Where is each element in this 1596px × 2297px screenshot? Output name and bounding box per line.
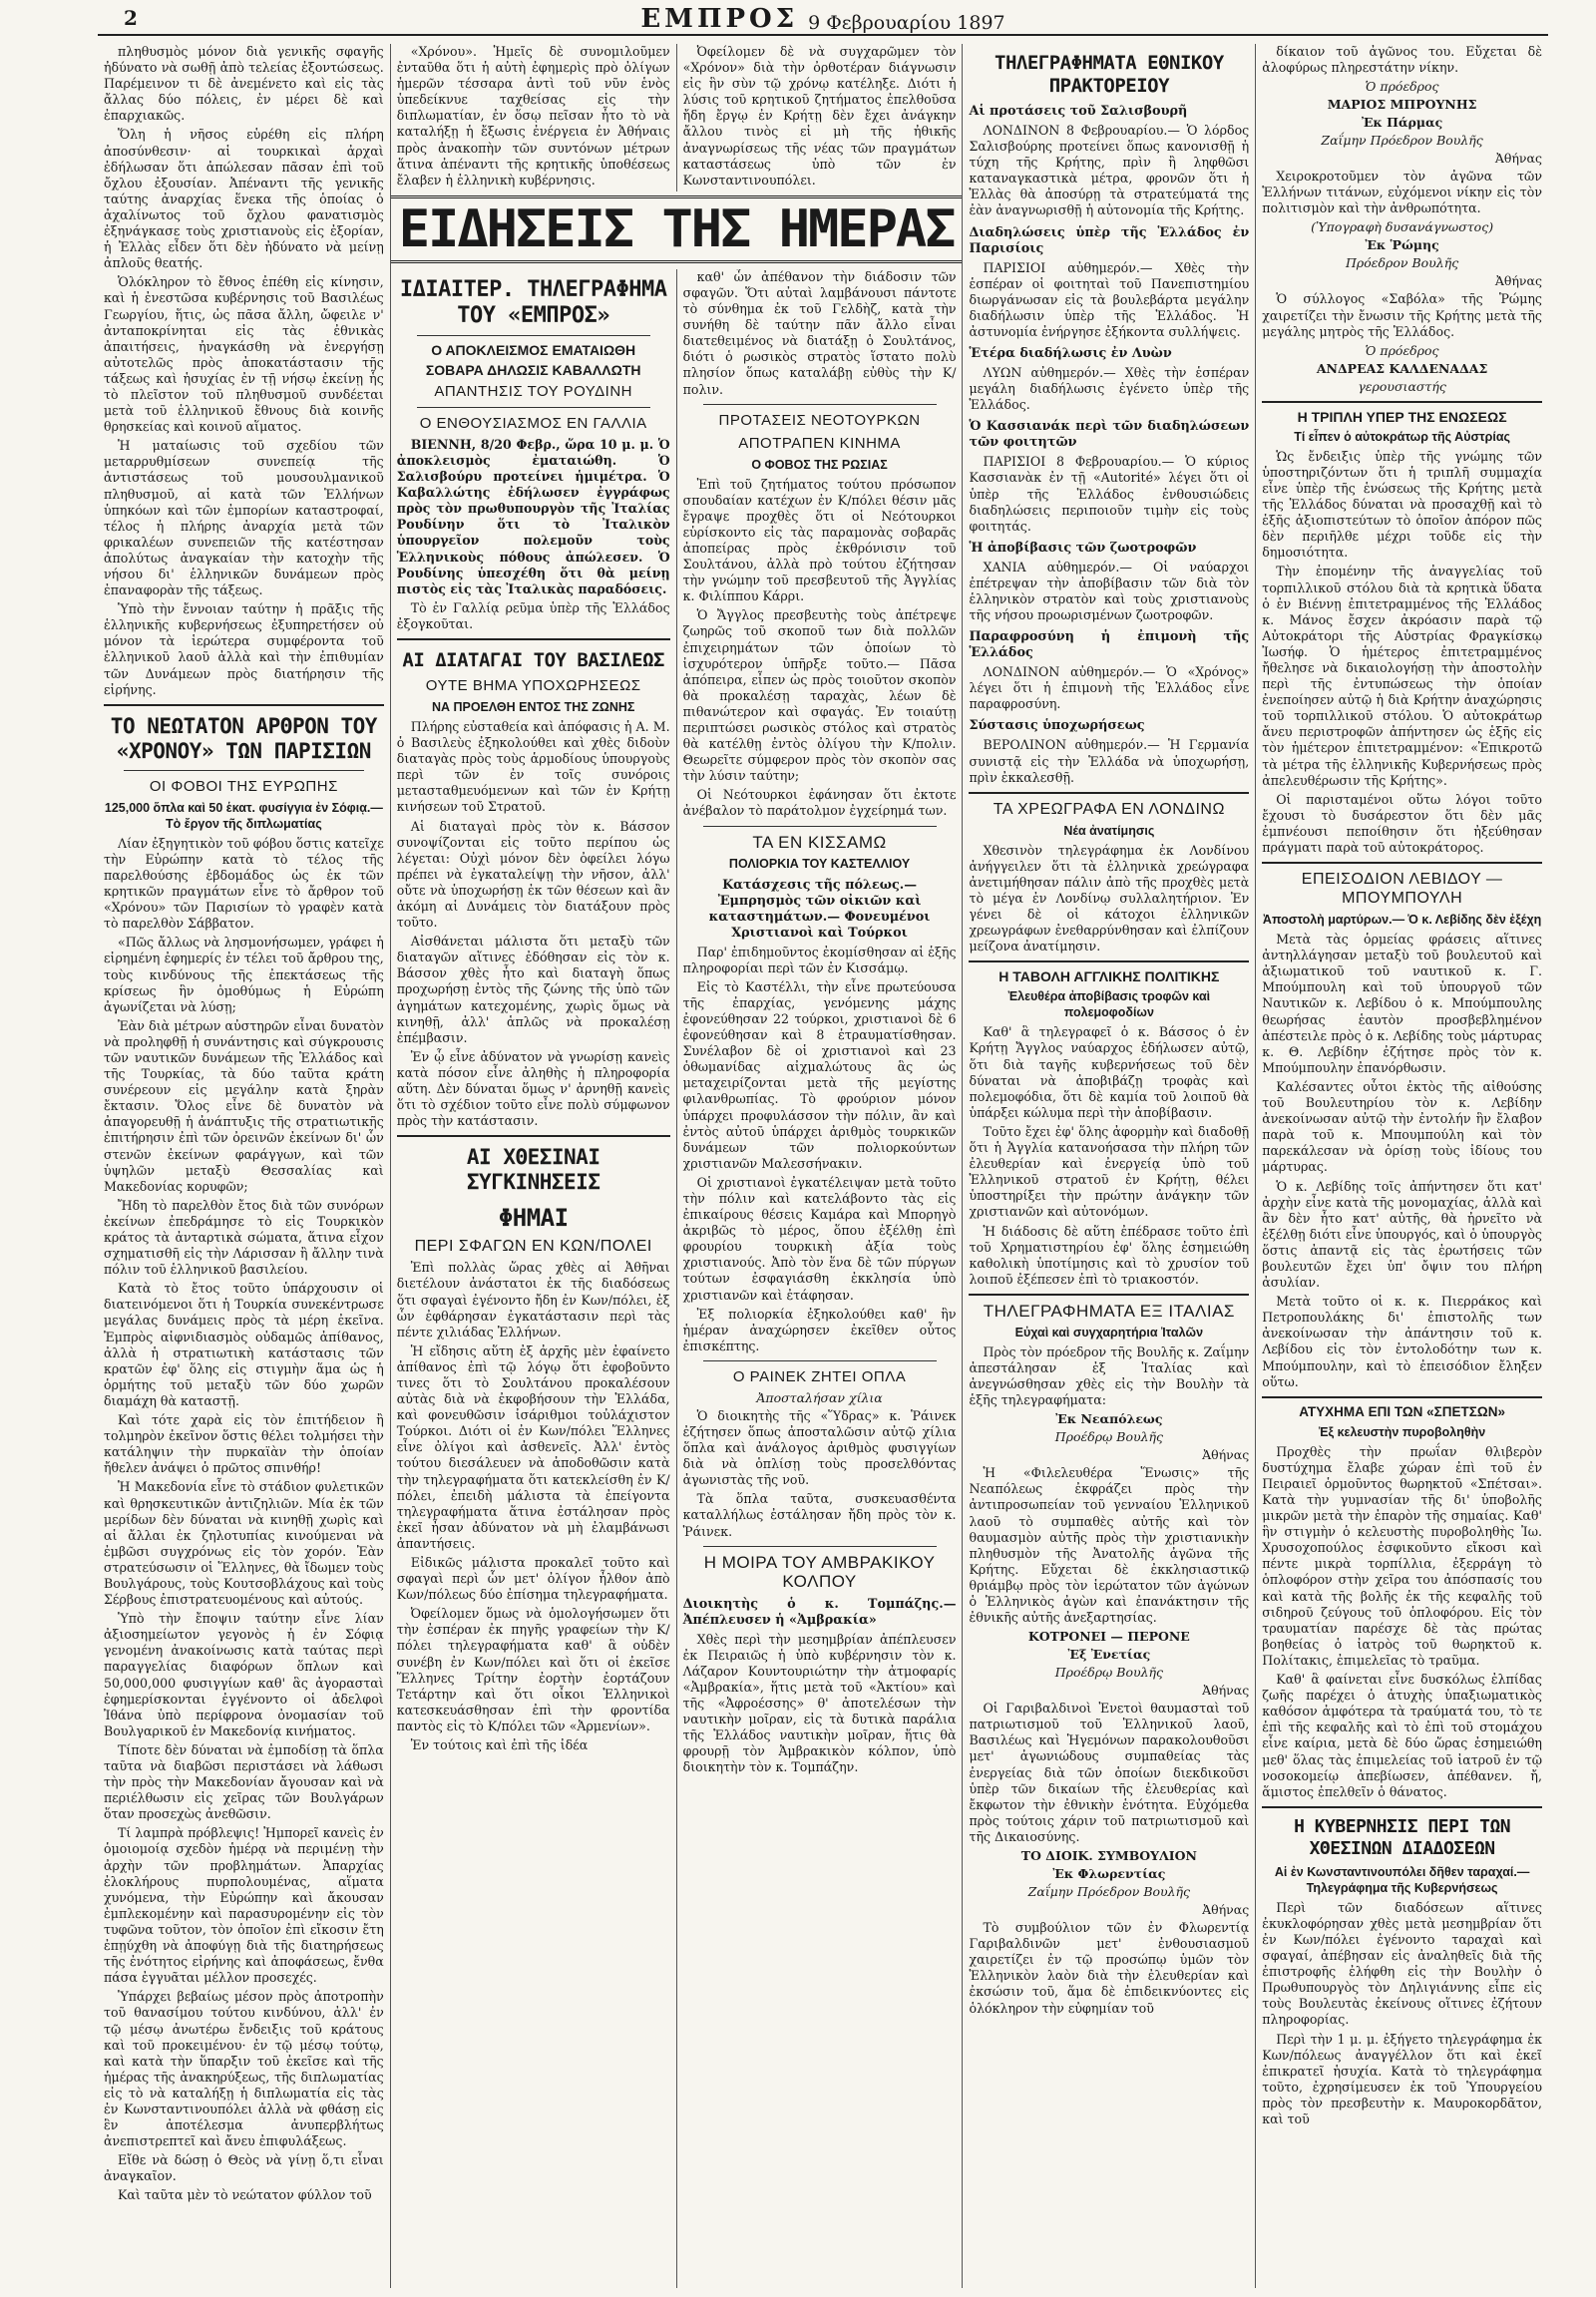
paragraph: Ὀφείλομεν ὅμως νὰ ὁμολογήσωμεν ὅτι τὴν ἐσπέραν ἐκ πηγῆς γραφείων τὴν Κ/πόλει τηλεγραφήματα καθ' ἃ οὐδὲν συνέβη ἐν Κων/πόλει καὶ ὅτι οἱ ἐκεῖσε Ἕλληνες Τρίτην ἐορτὴν ἐορτάζουν Τετάρτην καὶ ὅτι οἶκοι Ἑλληνικοὶ κατεσκευάσθησαν ἐπὶ τὴν φροντίδα παντὸς εἰς τὸ Κ/πόλει τῶν «Ἀρμενίων».	[396, 1606, 670, 1733]
paragraph: Παρ' ἐπιδημοῦντος ἐκομίσθησαν αἱ ἑξῆς πληροφορίαι περὶ τῶν ἐν Κισσάμῳ.	[682, 944, 957, 975]
subheadline: Παραφροσύνη ἡ ἐπιμονὴ τῆς Ἑλλάδος	[969, 629, 1250, 661]
paragraph: Ὁ κ. Λεβίδης τοῖς ἀπήντησεν ὅτι κατ' ἀρχὴν εἶνε κατὰ τῆς μονομαχίας, ἀλλὰ καὶ ἂν δὲν ἦτο κατ' αὐτῆς, θὰ ἠρνεῖτο νὰ ἐξέλθῃ διότι εἶνε ὑπουργός, καὶ ὁ ὑπουργὸς ὅστις ἀπαντᾷ εἰς τὰς ἐρωτήσεις τῶν βουλευτῶν ἔχει ὑπ' ὄψιν του πλήρη ἀσυλίαν.	[1262, 1178, 1542, 1291]
paragraph: Χειροκροτοῦμεν τὸν ἀγῶνα τῶν Ἑλλήνων τιτάνων, εὐχόμενοι νίκην εἰς τὸν πολιτισμὸν καὶ τὴν ἀνθρωπότητα.	[1262, 169, 1542, 216]
headline-massacres: ΠΕΡΙ ΣΦΑΓΩΝ ΕΝ ΚΩΝ/ΠΟΛΕΙ	[414, 1238, 652, 1256]
column-3-top	[677, 44, 963, 191]
paragraph: Καθ' ἃ φαίνεται εἶνε δυσκόλως ἐλπίδας ζωῆς παρέχει ὁ ἀτυχὴς ὑπαξιωματικὸς καθόσον ἀμφότερα τὰ τραύματά του, τὸ τε ἐπὶ τῆς κεφαλῆς καὶ τὸ ἐπὶ τοῦ στομάχου εἶνε καίρια, μετὰ δὲ δύο ὥρας ἐσημειώθη μεθ' ὅλας τὰς ἐπιμελείας τοῦ ἰατροῦ ἐν τῷ νοσοκομείῳ ἀπεβίωσεν, ἀπέθανεν. ἤ, ἅμιστος ἐπελθεῖν ὁ θάνατος.	[1262, 1672, 1542, 1799]
signature: Ἀθήνας	[1202, 1447, 1250, 1463]
headline-reply: ΑΠΑΝΤΗΣΙΣ ΤΟΥ ΡΟΥΔΙΝΗ	[434, 382, 633, 400]
column-2-top	[391, 44, 677, 191]
subheadline: Ἡ ἀποβίβασις τῶν ζωοτροφῶν	[969, 540, 1197, 556]
column-4	[963, 44, 1256, 2288]
divider	[1262, 401, 1542, 403]
paragraph: Οἱ Γαριβαλδινοὶ Ἐνετοὶ θαυμασταὶ τοῦ πατριωτισμοῦ τοῦ Ἑλληνικοῦ λαοῦ, Βασιλέως καὶ Ἡγεμόνων παρακολουθοῦσι μετ' ἀγωνιώδους συμπαθείας τὰς ἐνεργείας διὰ τῶν ὁποίων διεκδικοῦσι ὑπὲρ τῶν δικαίων τῆς ἐλευθερίας καὶ ἔκφωτον τὴν ἐθνικὴν ἑνότητα. Εὐχόμεθα πρὸς τούτοις χάριν τοῦ πατριωτισμοῦ καὶ τῆς Δικαιοσύνης.	[969, 1701, 1250, 1844]
signature: Ζαΐμην Πρόεδρον Βουλῆς	[1027, 1884, 1191, 1900]
subheadline: Ἀποστολὴ μαρτύρων.— Ὁ κ. Λεβίδης δὲν ἐξέχη	[1262, 913, 1542, 928]
paragraph: Καὶ τότε χαρὰ εἰς τὸν ἐπιτήδειον ἢ τολμηρὸν ἐκεῖνον ὅστις θέλει τολμήσει τὴν κατάληψιν τὴν πυρκαϊὰν τὴν ὁποίαν ἤθελεν ἀνάψει ὁ πρῶτος σπινθήρ!	[104, 1412, 384, 1476]
divider	[417, 335, 650, 336]
signature: Ἐκ Ῥώμης	[1365, 237, 1439, 253]
paragraph: Τοῦτο ἔχει ἐφ' ὅλης ἀφορμὴν καὶ διαδοθῇ ὅτι ἡ Ἀγγλία κατανοήσασα τὴν πλήρη τῶν ἐλευθερίαν καὶ ἐνεργείᾳ ὑπὸ τοῦ Ἑλληνικοῦ στρατοῦ ἐν Κρήτῃ, θέλει ὑποστηρίξει τὴν πρώτην ἀνάγκην τῶν χριστιανῶν καὶ αὐτονόμων.	[969, 1123, 1250, 1220]
signature: Ἐκ Πάρμας	[1361, 115, 1443, 131]
paragraph: ΛΟΝΔΙΝΟΝ 8 Φεβρουαρίου.— Ὁ λόρδος Σαλισβούρης προτείνει ὅπως κανονισθῇ ἡ τύχη τῆς Κρήτης, πρὶν ἢ ληφθῶσι καταναγκαστικὰ μέτρα, φρονῶν ὅτι ἡ Ἑλλὰς θὰ ἀποσύρῃ τὰ στρατεύματά της ἐὰν ἀναγνωρισθῇ ἡ αὐτονομία τῆς Κρήτης.	[969, 123, 1250, 218]
paragraph: Τί λαμπρὰ πρόβλεψις! Ἠμπορεῖ κανεὶς ἐν ὁμοιομοίᾳ σχεδὸν ἡμέρᾳ νὰ περιμένῃ τὴν ἀρχὴν τῶν προβλημάτων. Ἀπαρχίας ἐλοκλήρους πυρπολουμένας, αἵματα χυνόμενα, τὴν Εὐρώπην καὶ ἄκουσαν ἐμπλεκομένην καὶ παρασυρομένην εἰς τὸν τυφῶνα τοῦτον, τὸν ὁποῖον ἐπὶ εἴκοσιν ἔτη ἐπῃύχθη νὰ ἀποφύγῃ διὰ τῆς διατηρήσεως τῆς ἐνότητος εἰρήνης καὶ ἀποφάσεως, ἔνθα πάσα ἐγγυᾶται μέλλον προσεχές.	[104, 1825, 384, 1986]
paragraph: Εἴθε νὰ δώσῃ ὁ Θεὸς νὰ γίνῃ ὅ,τι εἶναι ἀναγκαῖον.	[104, 2152, 384, 2184]
column-1	[98, 44, 391, 2288]
subheadline-sent: Ἀποσταλήσαν χίλια	[756, 1389, 883, 1405]
paragraph: Ἐὰν διὰ μέτρων αὐστηρῶν εἶναι δυνατὸν νὰ προληφθῇ ἡ συνάντησις καὶ σύγκρουσις τῶν ναυτικῶν δυνάμεων τῆς Ἑλλάδος καὶ τῆς Τουρκίας, τὰ δύο ταῦτα κράτη συνέρεουν εἰς μεγάλην κατὰ ξηρὰν ἔκτασιν. Ὅλος εἶνε δὲ δυνατὸν νὰ ἀπαγορευθῇ ἡ ἀνάπτυξις τῆς στρατιωτικῆς ἐπιτήρησιν ἐπὶ τῶν ὀρεινῶν ἐκείνων δι' ὧν στενῶν ἐκείνων φαράγγων, καὶ τῶν ὑψηλῶν μεταξὺ Θεσσαλίας καὶ Μακεδονίας κορυφῶν;	[104, 1017, 384, 1194]
signature: Ἀθήνας	[1494, 273, 1542, 289]
divider	[417, 407, 650, 408]
subheadline: Ἐλευθέρα ἀποβίβασις τροφῶν καὶ πολεμοφοδίων	[1007, 989, 1211, 1020]
divider	[397, 638, 670, 640]
subheadline-seizure: Κατάσχεσις τῆς πόλεως.— Ἐμπρησμὸς τῶν οἰκιῶν καὶ καταστημάτων.— Φονευμένοι Χριστιανοὶ καὶ Τούρκοι	[708, 877, 931, 941]
subheadline: Ἐξ κελευστὴν πυροβοληθὴν	[1318, 1424, 1486, 1439]
paragraph: ΠΑΡΙΣΙΟΙ 8 Φεβρουαρίου.— Ὁ κύριος Κασσιανὰκ ἐν τῇ «Autorité» λέγει ὅτι οἱ ὑπὲρ τῆς Ἑλλάδος ἐνθουσιώδεις διαδηλώσεις περιποιοῦν τιμὴν εἰς τοὺς φοιτητάς.	[969, 454, 1250, 534]
headline-zone: ΝΑ ΠΡΟΕΛΘΗ ΕΝΤΟΣ ΤΗΣ ΖΩΝΗΣ	[431, 699, 635, 714]
paragraph: Περὶ τὴν 1 μ. μ. ἐξήγετο τηλεγράφημα ἐκ Κων/πόλεως ἀναγγέλλον ὅτι καὶ ἐκεῖ ἐπικρατεῖ ἡσυχία. Κατὰ τὸ τηλεγράφημα τοῦτο, ἐχρησίμευσεν ἐκ τοῦ Ὑπουργείου πρὸς τὸν πρεσβευτὴν κ. Μαυροκορδᾶτον, καὶ τοῦ	[1262, 2031, 1542, 2126]
subheadline: Ὁ Κασσιανάκ περὶ τῶν διαδηλώσεων τῶν φοιτητῶν	[969, 419, 1250, 451]
headline-english-policy: Η ΤΑΒΟΛΗ ΑΓΓΛΙΚΗΣ ΠΟΛΙΤΙΚΗΣ	[998, 968, 1220, 985]
headline-kissamos: ΤΑ ΕΝ ΚΙΣΣΑΜΩ	[752, 832, 887, 852]
paragraph: Οἱ παρισταμένοι οὕτω λόγοι τοῦτο ἔχουσι τὸ δυσάρεστον ὅτι δὲν μᾶς ἐμπνέουσι πεποίθησιν ὅτι ἠξεύθησαν πράγματι παρὰ τοῦ αὐτοκράτορος.	[1262, 791, 1542, 855]
signature: Προέδρῳ Βουλῆς	[1054, 1429, 1163, 1445]
paragraph: Τὸ συμβούλιον τῶν ἐν Φλωρεντίᾳ Γαριβαλδινῶν μετ' ἐνθουσιασμοῦ χαιρετίζει ἐν τῷ προσώπῳ ὑμῶν τὸν Ἑλληνικὸν λαὸν διὰ τὴν ἐλευθερίαν καὶ ἐκσώσιν τοῦ, ἅμα δὲ ἐπιδεικνύοντες εἰς ὁλόκληρον τὴν εὐφημίαν τοῦ	[969, 1920, 1250, 2016]
signature: Πρόεδρον Βουλῆς	[1346, 255, 1459, 271]
paragraph: Ἐπὶ τοῦ ζητήματος τούτου πρόσωπον σπουδαίαν κατέχων ἐν Κ/πόλει θέσιν μᾶς ἔγραψε προχθὲς ὅτι οἱ Νεότουρκοι εὑρίσκοντο εἰς τὰς παραμονὰς σοβαρᾶς ἀποπείρας πρὸς ἐκθρόνισιν τοῦ Σουλτάνου, ἀλλὰ πρὸ τούτου ἐζήτησαν τὴν γνώμην τοῦ πρεσβευτοῦ τῆς Ἀγγλίας κ. Φιλίππου Κάρρι.	[682, 476, 957, 604]
paragraph: Ἡ Μακεδονία εἶνε τὸ στάδιον φυλετικῶν καὶ θρησκευτικῶν ἀντιζηλιῶν. Μία ἐκ τῶν μερίδων δὲν δύναται νὰ κινηθῇ χωρὶς καὶ αἱ ἄλλαι ἐκ ζηλοτυπίας κινούμεναι νὰ ἐμβῶσι συγχρόνως εἰς τὸν χορόν. Ἐὰν στρατεύσωσιν οἱ Ἕλληνες, θὰ ἴδωμεν τοὺς Βουλγάρους, τοὺς Κουτσοβλάχους καὶ τοὺς Σέρβους ἐπιστρατευομένους καὶ αὐτούς.	[104, 1479, 384, 1608]
paragraph: Προχθὲς τὴν πρωΐαν θλιβερὸν δυστύχημα ἔλαβε χώραν ἐπὶ τοῦ ἐν Πειραιεῖ ὁρμοῦντος θωρηκτοῦ «Σπέτσαι». Κατὰ τὴν γυμνασίαν τῆς δι' ὑποβολῆς μικρῶν μετὰ τὴν ἐπαρὸν τῆς σημαίας. Καθ' ἣν στιγμὴν ὁ κελευστὴς πυροβοληθὴς Ἰω. Χρυσοχοπούλος ἐσφικοῦντο εἴκοσι καὶ πέντε μικρὰ τορπίλλια, ἐξερράγη τὸ ὁπλοφόρον στὴν χεῖρα του ἀπόσπασίς του καὶ κατὰ τῆς βολῆς ἐκ τῆς κεφαλῆς τοῦ σιδηροῦ ζεύγους τοῦ ὁπλοφόρου. Εἰς τὸν τραυματίαν παρέσχε δὲ τὰς πρώτας βοηθείας ὁ ἰατρὸς τοῦ θωρηκτοῦ κ. Πολίτακις, ἐπιμελεῖας τὸ τραῦμα.	[1262, 1443, 1542, 1668]
paragraph: Εἰδικῶς μάλιστα προκαλεῖ τοῦτο καὶ σφαγαὶ περὶ ὧν μετ' ὀλίγον ἦλθον ἀπὸ Κων/πόλεως δύο ἐπίσημα τηλεγραφήματα.	[396, 1555, 670, 1603]
divider	[1262, 1806, 1542, 1808]
headline-russia-fear: Ο ΦΟΒΟΣ ΤΗΣ ΡΩΣΙΑΣ	[751, 457, 888, 472]
columns-2-3-body	[391, 269, 963, 2288]
paragraph: δίκαιον τοῦ ἀγῶνος του. Εὔχεται δὲ ἀλοφύρως πληρεστάτην νίκην.	[1262, 44, 1542, 76]
headline-averted: ΑΠΟΤΡΑΠΕΝ ΚΙΝΗΜΑ	[738, 434, 901, 452]
subheadline: Διαδηλώσεις ὑπὲρ τῆς Ἑλλάδος ἐν Παρισίοις	[969, 224, 1250, 256]
paragraph: Μετὰ τοῦτο οἱ κ. κ. Πιερράκος καὶ Πετροπουλάκης δι' ἐπιστολῆς των ἀνεκοίνωσαν τὴν ἀπάντησιν τοῦ κ. Λεβίδου εἰς τὸν ἐντολοδότην των κ. Μπούμπουλην, καὶ τὸ ἐπεισόδιον ἔληξεν οὕτω.	[1262, 1294, 1542, 1389]
paragraph: Ἐν ᾧ εἶνε ἀδύνατον νὰ γνωρίσῃ κανεὶς κατὰ πόσον εἶνε ἀληθὴς ἡ πληροφορία αὕτη. Δὲν δύναται ὅμως ν' ἀρνηθῇ κανεὶς ὅτι τὸ σχέδιον τοῦτο εἶνε πολὺ σύμφωνον πρὸς τὴν κατάστασιν.	[396, 1048, 670, 1129]
headline-king-orders: ΑΙ ΔΙΑΤΑΓΑΙ ΤΟΥ ΒΑΣΙΛΕΩΣ	[402, 648, 664, 671]
paragraph: Ἐν τούτοις καὶ ἐπὶ τῆς ἰδέα	[410, 1737, 589, 1753]
paragraph: Μετὰ τὰς ὁρμείας φράσεις αἵτινες ἀντηλλάγησαν μεταξὺ τοῦ βουλευτοῦ καὶ ἀξιωματικοῦ τοῦ ναυτικοῦ κ. Γ. Μπούμπουλη καὶ τοῦ ὑπουργοῦ τῶν Ναυτικῶν κ. Λεβίδου ὁ κ. Μπούμπουλης θεωρήσας ἑαυτὸν προσβεβλημένον ἀπέστειλε πρὸς ὁ κ. Λεβίδης τοὺς μάρτυρας κ. Θ. Λεβίδην ἐζήτησε πρὸς τὸν κ. Μπούμπουλην ἐπανόρθωσιν.	[1262, 932, 1542, 1075]
headline-blockade: Ο ΑΠΟΚΛΕΙΣΜΟΣ ΕΜΑΤΑΙΩΘΗ	[431, 341, 636, 358]
banner-news-of-the-day: ΕΙΔΗΣΕΙΣ ΤΗΣ ΗΜΕΡΑΣ	[391, 195, 963, 263]
headline-national-agency: ΤΗΛΕΓΡΑΦΗΜΑΤΑ ΕΘΝΙΚΟΥ ΠΡΑΚΤΟΡΕΙΟΥ	[995, 52, 1224, 97]
divider	[703, 1546, 937, 1547]
divider	[1262, 1396, 1542, 1398]
subheadline: Ἑτέρα διαδήλωσις ἐν Λυὼν	[969, 346, 1172, 362]
paragraph: Ὑπὸ τὴν ἔννοιαν ταύτην ἡ πρᾶξις τῆς ἑλληνικῆς κυβερνήσεως ἐξυπηρετήσεν οὐ μόνον τὰ ἱερώτερα συμφέροντα τοῦ ἑλληνικοῦ λαοῦ ἀλλὰ καὶ τὴν ἐπιθυμίαν τῶν Δυνάμεων πρὸς διατήρησιν τῆς εἰρήνης.	[104, 601, 384, 697]
subheadline: Εὐχαὶ καὶ συγχαρητήρια Ἰταλῶν	[1014, 1325, 1204, 1340]
paragraph: Ὑπὸ τὴν ἔποψιν ταύτην εἶνε λίαν ἀξιοσημείωτον γεγονὸς ἡ ἐν Σόφιᾳ γενομένη ἀνακοίνωσις κατὰ ταύτας περὶ παραγγελίας διαφόρων ὅπλων καὶ 50,000,000 φυσιγγίων καθ' ἃς ἀγορασταὶ ἐφημερίσκονται ἐγγένοντο οἱ ἀδελφοὶ Ἰθάνα ὑπὸ περίφρονα ὀνομασίαν τοῦ Βουλγαρικοῦ ἐν Μακεδονίᾳ κινήματος.	[104, 1611, 384, 1738]
headline-no-retreat: ΟΥΤΕ ΒΗΜΑ ΥΠΟΧΩΡΗΣΕΩΣ	[425, 676, 641, 694]
headline-accident: ΑΤΥΧΗΜΑ ΕΠΙ ΤΩΝ «ΣΠΕΤΣΩΝ»	[1299, 1403, 1505, 1419]
paragraph: Οἱ χριστιανοὶ ἐγκατέλειψαν μετὰ τοῦτο τὴν πόλιν καὶ κατελάβοντο τὰς εἰς ἐπικαίρους θέσεις Καμάρα καὶ Μπορηγὸ ἀκριβῶς τὸ μέρος, ὅπου ἐξέλθῃ ἐπὶ φρουρίου τουρκικὴ ἀξία τοὺς χριστιανούς. Ἀπὸ τὸν ἕνα δὲ τῶν πύργων τούτων ἐσφαγιάσθη ἐκκλησία ὑπὸ χριστιανῶν καὶ ἐτάφησαν.	[682, 1174, 957, 1303]
paragraph: Πλήρης εὐσταθεία καὶ ἀπόφασις ἡ Α. Μ. ὁ Βασιλεὺς ἐξηκολούθει καὶ χθὲς διδοὺν διαταγὰς πρὸς τοὺς ἁρμοδίους ὑπουργοὺς περὶ τῶν ἐν τοῖς συνόροις μετασταθμευόμενων καὶ τῶν ἐν Κρήτῃ κινήσεων τοῦ Στρατοῦ.	[396, 718, 670, 815]
headline-reinek: Ο ΡΑΙΝΕΚ ΖΗΤΕΙ ΟΠΛΑ	[732, 1367, 907, 1385]
signature: Ὁ πρόεδρος	[1365, 79, 1439, 95]
paragraph: «Χρόνου». Ἡμεῖς δὲ συνομιλοῦμεν ἐνταῦθα ὅτι ἡ αὐτὴ ἐφημερὶς πρὸ ὀλίγων ἡμερῶν τέσσαρα ἀντὶ τοῦ νῦν ἑνὸς ὑπεδείκνυε ταχθείσας εἰς τὴν διπλωματίαν, ἐν ὅσῳ πεῖσαν ἦτο τὸ νὰ καταλήξῃ ἡ ἔξωσις ἐνέργεια ἐν Ἀθήναις πρὸς ἀνακοπὴν τῶν συντόνων μέτρων ἅτινα ἀπέναντι τῆς κρητικῆς ὑποθέσεως ἔλαβεν ἡ ἑλληνικὴ κυβέρνησις.	[396, 44, 670, 188]
paragraph: Ὅλη ἡ νῆσος εὑρέθη εἰς πλήρη ἀποσύνθεσιν· αἱ τουρκικαὶ ἀρχαὶ ἐδήλωσαν ὅτι ἀπώλεσαν πᾶσαν ἐπὶ τοῦ ὄχλου ἐξουσίαν. Ἀπέναντι τῆς γενικῆς ταύτης ἀναρχίας ἕνεκα τῆς ὁποίας ὁ ἀχαλίνωτος τοῦ ὄχλου φανατισμὸς ἐξηνάγκασε τοὺς χριστιανοὺς εἰς ἐξορίαν, ἡ Ἑλλὰς εἶδεν ὅτι δὲν ἠδύνατο νὰ μείνῃ ἀπλοῦς θεατής.	[104, 127, 384, 271]
paragraph: Περὶ τῶν διαδόσεων αἵτινες ἐκυκλοφόρησαν χθὲς μετὰ μεσημβρίαν ὅτι ἐν Κων/πόλει ἐγένοντο ταραχαὶ καὶ σφαγαί, ἀπέβησαν εἰς ἀναληθεῖς διὰ τῆς ἐπιστροφῆς ἐλήφθη εἰς τὴν Βουλὴν ὁ Πρωθυπουργὸς τὸν Δηλιγιάννης εἶπε εἰς τοὺς Βουλευτὰς ἐκείνους οἵτινες ἐζήτουν πληροφορίας.	[1262, 1899, 1542, 2028]
paragraph: ΛΥΩΝ αὐθημερόν.— Χθὲς τὴν ἑσπέραν μεγάλη διαδήλωσις ἐγένετο ὑπὲρ τῆς Ἑλλάδος.	[969, 365, 1250, 413]
columns	[98, 44, 1548, 2288]
paragraph: Ὁ Ἄγγλος πρεσβευτὴς τοὺς ἀπέτρεψε ζωηρῶς τοῦ σκοποῦ των διὰ πολλῶν ἐπιχειρημάτων τῶν ὁποίων τὸ ἰσχυρότερον ὑπῆρξε τοῦτο.— Πᾶσα ἀπόπειρα, εἶπεν ὡς πρὸς τοιοῦτον σκοπὸν θὰ προκαλέσῃ ταραχὰς, λέων δὲ πιθανώτερον καὶ σφαγάς. Ἐν τοιαύτῃ περιπτώσει ρωσικὸς στόλος καὶ στρατὸς θὰ κατέλθῃ ἐντὸς ὀλίγου τὴν Κ/πολιν. Θεωρεῖτε σύμφερον πρὸς τὸν σκοπὸν σας τὴν λύσιν ταύτην;	[682, 607, 957, 784]
headline-proposals: ΠΡΟΤΑΣΕΙΣ ΝΕΟΤΟΥΡΚΩΝ	[718, 411, 921, 429]
subheadline: Νέα ἀνατίμησις	[1063, 823, 1155, 838]
paragraph: Ἡ διάδοσις δὲ αὕτη ἐπέδρασε τοῦτο ἐπὶ τοῦ Χρηματιστηρίου ἐφ' ὅλης ἐσημειώθη καθολικὴ ὑποτίμησις καὶ τὸ χρυσίον τοῦ λοιποῦ ἐξέπεσεν ἐπὶ τὸ τριακοστόν.	[969, 1223, 1250, 1287]
headline-siege: ΠΟΛΙΟΡΚΙΑ ΤΟΥ ΚΑΣΤΕΛΛΙΟΥ	[728, 856, 911, 871]
column-3	[677, 269, 963, 2288]
paragraph: Ὡς ἔνδειξις ὑπὲρ τῆς γνώμης τῶν ὑποστηριζόντων ὅτι ἡ τριπλῆ συμμαχία εἶνε ὑπὲρ τῆς ἑνώσεως τῆς Κρήτης μετὰ τῆς Ἑλλάδος δύναται νὰ προσαχθῇ καὶ τὸ ἑξῆς ἀξιοπιστεύτων τὸ ὁποῖον ἀπόρον πῶς δὲν περιῆλθε μέχρι τοῦδε εἰς τὴν δημοσιότητα.	[1262, 448, 1542, 561]
paragraph: πληθυσμὸς μόνον διὰ γενικῆς σφαγῆς ἠδύνατο νὰ σωθῇ ἀπὸ τελείας ἐξοντώσεως. Παρέμεινον τι δὲ ἀνεμένετο καὶ εἰς τὰς ἄλλας δύο πόλεις, ἐν μέρει δὲ καὶ ἐπαρχιακῶς.	[104, 44, 384, 124]
headline-fears: ΟΙ ΦΟΒΟΙ ΤΗΣ ΕΥΡΩΠΗΣ	[149, 777, 338, 795]
signature: Ἐκ Φλωρεντίας	[1052, 1866, 1166, 1882]
newspaper-title: ΕΜΠΡΟΣ	[640, 4, 799, 34]
headline-episode: ΕΠΕΙΣΟΔΙΟΝ ΛΕΒΙΔΟΥ — ΜΠΟΥΜΠΟΥΛΗ	[1301, 871, 1503, 908]
issue-date: 9 Φεβρουαρίου 1897	[808, 12, 1005, 34]
divider	[104, 704, 384, 706]
signature: Ἀθήνας	[1202, 1902, 1250, 1918]
signature: Ἐκ Νεαπόλεως	[1055, 1411, 1163, 1427]
paragraph: Οἱ Νεότουρκοι ἐφάνησαν ὅτι ἐκτοτε ἀνέβαλον τὸ παράτολμον ἐγχείρημά των.	[682, 787, 957, 819]
paragraph: Χθὲς περὶ τὴν μεσημβρίαν ἀπέπλευσεν ἐκ Πειραιῶς ἡ ὑπὸ κυβέρνησιν τὸν κ. Λάζαρον Κουντουριώτην τὴν ἀτμοφαρίς «Ἀμβρακία», ἥτις μετὰ τοῦ «Ἀκτίου» καὶ τῆς «Ἀφροέσσης» θ' ἀποτελέσων τὴν ναυτικὴν μοῖραν, εἰς τὰ δυτικὰ παράλια τῆς Ἑλλάδος ναυτικὴν μοῖραν, ἥτις θὰ φρουρῇ τὸν Ἀμβρακικὸν κόλπον, ὑπὸ διοικητὴν τὸν κ. Τομπάζην.	[682, 1631, 957, 1775]
signature: Ἀθήνας	[1202, 1683, 1250, 1699]
headline-italy: ΤΗΛΕΓΡΑΦΗΜΑΤΑ ΕΞ ΙΤΑΛΙΑΣ	[983, 1301, 1235, 1321]
subheadline: Αἱ ἐν Κωνσταντινουπόλει δῆθεν ταραχαί.— Τηλεγράφημα τῆς Κυβερνήσεως	[1274, 1864, 1530, 1895]
paragraph: Τὴν ἐπομένην τῆς ἀναγγελίας τοῦ τορπιλλικοῦ στόλου διὰ τὰ κρητικὰ ὕδατα ὁ ἐν Βιέννῃ ἐπιτετραμμένος τῆς Ἑλλάδος κ. Μάνος ἔσχεν ἀκρόασιν παρὰ τῷ Αὐτοκράτορι τῆς Αὐστρίας Φραγκίσκῳ Ἰωσήφ. Ὁ ἡμέτερος ἐπιτετραμμένος ἤθελησε νὰ δικαιολογήσῃ τὴν ἀποστολὴν περὶ τῆς ἐντυπώσεως τὴν ὁποίαν ἐνεποίησεν αὐτῷ ἡ διὰ Κρήτην ἀναχώρησις τοῦ τορπιλλικοῦ στόλου. Ὁ αὐτοκράτωρ ἄνευ περιστροφῶν ἀπήντησεν ὡς ἑξῆς εἰς τὸν ἡμέτερον ἐπιτετραμμένον: «Ἐπικροτῶ τὰ μέτρα τῆς ἑλληνικῆς Κυβερνήσεως πρὸς ἀπελευθέρωσιν τῆς Κρήτης».	[1262, 564, 1542, 788]
signature: Ὁ πρόεδρος	[1365, 342, 1439, 358]
signature: Ἀθήνας	[1494, 151, 1542, 167]
signature: Προέδρῳ Βουλῆς	[1054, 1665, 1163, 1681]
paragraph: Ὑπάρχει βεβαίως μέσον πρὸς ἀποτροπὴν τοῦ θανασίμου τούτου κινδύνου, ἀλλ' ἐν τῷ μέσῳ ἀνωτέρω ἔνδειξις τοῦ κράτους καὶ τοῦ προκειμένου· ἐν τῷ μέσῳ τούτῳ, καὶ κατὰ τὴν ὕπαρξιν τοῦ ἐκεῖσε καὶ τῆς ἡμέρας τῆς ἀνακηρύξεως, τῆς διπλωματίας εἰς τὸ νὰ καταλήξῃ ἡ διπλωματία εἰς τὰς ἐν Κωνσταντινουπόλει ἀλλὰ νὰ φθάσῃ εἰς ἓν ἀποτέλεσμα ἀνυπερβλήτως ἀνεπιστρεπτεῖ καὶ ἄνευ ἐπιφυλάξεως.	[104, 1989, 384, 2149]
signature: γερουσιαστής	[1358, 378, 1446, 394]
divider	[703, 404, 937, 405]
divider	[703, 1360, 937, 1361]
divider	[124, 770, 364, 771]
paragraph: Ἤδη τὸ παρελθὸν ἔτος διὰ τῶν συνόρων ἐκείνων ἐπεδράμησε τὸ εἰς Τουρκικὸν κράτος τὰ ἀνταρτικὰ σώματα, ἅτινα εἶχον σχηματισθῆ εἰς τὴν Λάρισσαν ἢ ἄλλην τινὰ πόλιν τοῦ ἑλληνικοῦ βασιλείου.	[104, 1197, 384, 1278]
subheadline: Σύστασις ὑποχωρήσεως	[969, 718, 1145, 734]
paragraph: Τίποτε δὲν δύναται νὰ ἐμποδίσῃ τὰ ὅπλα ταῦτα νὰ διαβῶσι περιστάσει νὰ λάθωσι τὴν πρὸς τὴν Μακεδονίαν ἄγουσαν καὶ νὰ περιέλθωσιν εἰς χεῖρας τῶν Βουλγάρων ὅταν προσεχὼς ἀνεθῶσιν.	[104, 1741, 384, 1822]
paragraph: καθ' ὧν ἀπέθανον τὴν διάδοσιν τῶν σφαγῶν. Ὅτι αὐταὶ λαμβάνουσι πάντοτε τὸ σύνθημα ἐκ τοῦ Γελδὴζ, κατὰ τὴν συνήθη δὲ ταύτην πᾶν ἄλλο εἶναι διατεθειμένος νὰ διατάξῃ ὁ Σουλτάνος, διότι ὁ ρωσικὸς στρατὸς ἵστατο πολὺ πλησίον ὅπως καταλάβῃ εὐθὺς τὴν Κ/πολιν.	[682, 268, 957, 397]
signature: (Ὑπογραφὴ δυσανάγνωστος)	[1311, 219, 1494, 235]
headline-bonds: ΤΑ ΧΡΕΩΓΡΑΦΑ ΕΝ ΛΟΝΔΙΝΩ	[993, 800, 1225, 818]
signature: Ζαΐμην Πρόεδρον Βουλῆς	[1321, 133, 1483, 149]
paragraph: Ἐξ πολιορκία ἐξηκολούθει καθ' ἣν ἡμέραν ἀναχώρησεν ἐκεῖθεν οὗτος ἐπισκέπτης.	[682, 1306, 957, 1353]
paragraph: Ἐπὶ πολλὰς ὥρας χθὲς αἱ Ἀθῆναι διετέλουν ἀνάστατοι ἐκ τῆς διαδόσεως ὅτι σφαγαὶ ἐγένοντο ἤδη ἐν Κων/πόλει, ἐξ ὧν ἐφθάρησαν ἐγκατάστασιν περὶ τὰς πέντε χιλιάδας Ἑλλήνων.	[396, 1260, 670, 1340]
divider	[703, 826, 937, 827]
paragraph: ΒΙΕΝΝΗ, 8/20 Φεβρ., ὥρα 10 μ. μ. Ὁ ἀποκλεισμὸς ἐματαιώθη. Ὁ Σαλισβούρυ προτείνει ἡμιμέτρα. Ὁ Καβαλλώτης ἐδήλωσεν ἐγγράφως πρὸς τὸν πρωθυπουργὸν τῆς Ἰταλίας Ρουδίνην ὅτι τὸ Ἰταλικὸν ὑπουργεῖον πολεμοῦν τοὺς Ἑλληνικοὺς πόθους ἀπώλεσεν. Ὁ Ρουδίνης ὑπεσχέθη ὅτι θὰ μείνῃ πιστὸς εἰς τὰς Ἰταλικὰς παραδόσεις.	[396, 436, 670, 596]
divider	[1262, 862, 1542, 864]
headline-triple-alliance: Η ΤΡΙΠΛΗ ΥΠΕΡ ΤΗΣ ΕΝΩΣΕΩΣ	[1297, 408, 1507, 425]
paragraph: Αἱ διαταγαὶ πρὸς τὸν κ. Βάσσον συνοψίζονται εἰς τοῦτο περίπου ὡς λέγεται: Οὐχὶ μόνον δὲν ὀφείλει λόγω πρέπει νὰ ἐγκαταλείψῃ τὴν νῆσον, ἀλλ' οὔτε νὰ ὑποχωρήσῃ ἐκ τῶν θέσεων καὶ ἂν ἀκόμη αἱ Δυνάμεις τὸν διατάξουν πρὸς τοῦτο.	[396, 818, 670, 931]
paragraph: Αἰσθάνεται μάλιστα ὅτι μεταξὺ τῶν διαταγῶν αἵτινες ἐδόθησαν εἰς τὸν κ. Βάσσον χθὲς ἦτο καὶ διαταγὴ ὅπως προχωρήσῃ ἐντὸς τῆς ζώνης τῆς ὑπὸ τῶν ἀγημάτων κατεχομένης, χωρὶς ὅμως νὰ κινηθῇ, ἀλλ' ἁπλῶς νὰ προκαλέσῃ ἐπέμβασιν.	[396, 934, 670, 1045]
page-number: 2	[124, 6, 138, 30]
paragraph: ΒΕΡΟΛΙΝΟΝ αὐθημερόν.— Ἡ Γερμανία συνιστᾷ εἰς τὴν Ἑλλάδα νὰ ὑποχωρήσῃ, πρὶν ἐκκαλεσθῇ.	[969, 737, 1250, 785]
paragraph: Ἡ «Φιλελευθέρα Ἕνωσις» τῆς Νεαπόλεως ἐκφράζει πρὸς τὴν ἀντιπροσωπείαν τοῦ γενναίου Ἑλληνικοῦ λαοῦ τὸ συμπαθὲς αὐτῆς καὶ τὸν θαυμασμὸν αὐτῆς πρὸς τὴν χριστιανικὴν πληθυσμὸν τῆς Ἀνατολῆς ἀγῶνα τῆς Κρήτης. Εὔχεται δὲ ἐκκλησιαστικῷ θριάμβῳ πρὸς τὸν ἱερώτατον τῶν ἀγώνων ὁ Ἑλληνικὸς ἀγὼν καὶ ἐπανάκτησιν τῆς ἐθνικῆς αὐτῆς ἀνεξαρτησίας.	[969, 1465, 1250, 1626]
paragraph: Ἡ ματαίωσις τοῦ σχεδίου τῶν μεταρρυθμίσεων συνεπείᾳ τῆς ἀντιστάσεως τοῦ μουσουλμανικοῦ πληθυσμοῦ, αἱ κατὰ τῶν Ἑλλήνων ὑπηκόων καὶ τῶν ἐμπορίων καταστροφαί, τέλος ἡ πλήρης ἀναρχία μετὰ τῶν φρικαλέων συνεπειῶν τῆς κατέστησαν ἀπολύτως ἀναγκαίαν τὴν κατοχὴν τῆς νήσου δι' ἑλληνικῶν δυνάμεων πρὸς ἐπαναφορὰν τῆς τάξεως.	[104, 438, 384, 598]
paragraph: Τὸ ἐν Γαλλίᾳ ρεῦμα ὑπὲρ τῆς Ἑλλάδος ἐξογκοῦται.	[396, 599, 670, 631]
headline-enthusiasm: Ο ΕΝΘΟΥΣΙΑΣΜΟΣ ΕΝ ΓΑΛΛΙΑ	[419, 414, 647, 432]
signature: ΤΟ ΔΙΟΙΚ. ΣΥΜΒΟΥΛΙΟΝ	[1020, 1848, 1197, 1864]
paragraph: Ὀφείλομεν δὲ νὰ συγχαρῶμεν τὸν «Χρόνον» διὰ τὴν ὀρθοτέραν διάγνωσιν εἰς ἣν σὺν τῷ χρόνῳ κατέληξε. Διότι ἡ λύσις τοῦ κρητικοῦ ζητήματος ἐπελθοῦσα ἤδη ἔργῳ ἐν Κρήτῃ δὲν ἔχει ἀνάγκην ἄλλου τινὸς εἰ μὴ τῆς ἠθικῆς ἀναγνωρίσεως τῆς νέας τῶν πραγμάτων καταστάσεως ὑπὸ τῶν ἐν Κωνσταντινουπόλει.	[682, 44, 957, 188]
column-2-3-group	[391, 44, 964, 2288]
headline-fleet: Η ΜΟΙΡΑ ΤΟΥ ΑΜΒΡΑΚΙΚΟΥ ΚΟΛΠΟΥ	[703, 1552, 936, 1591]
divider	[397, 1135, 670, 1137]
divider	[969, 960, 1249, 962]
paragraph: Ὁ σύλλογος «Σαβόλα» τῆς Ῥώμης χαιρετίζει τὴν ἔνωσιν τῆς Κρήτης μετὰ τῆς μεγάλης μητρὸς τῆς Ἑλλάδος.	[1262, 291, 1542, 339]
headline-declaration: ΣΟΒΑΡΑ ΔΗΛΩΣΙΣ ΚΑΒΑΛΛΩΤΗ	[425, 361, 641, 378]
paragraph: Πρὸς τὸν πρόεδρον τῆς Βουλῆς κ. Ζαΐμην ἀπεστάλησαν ἐξ Ἰταλίας καὶ ἀνεγνώσθησαν χθὲς εἰς τὴν Βουλὴν τὰ ἑξῆς τηλεγραφήματα:	[969, 1343, 1250, 1408]
signature: Ἐξ Ἐνετίας	[1067, 1647, 1151, 1663]
paragraph: ΠΑΡΙΣΙΟΙ αὐθημερόν.— Χθὲς τὴν ἑσπέραν οἱ φοιτηταὶ τοῦ Πανεπιστημίου διωργάνωσαν εἰς τὰ βουλεβάρτα μεγάλην διαδήλωσιν ὑπὲρ τῆς Ἑλλάδος. Ἡ ἀστυνομία ἐνήργησε ἐξήκοντα συλλήψεις.	[969, 259, 1250, 339]
paragraph: Εἰς τὸ Καστέλλι, τὴν εἶνε πρωτεύουσα τῆς ἐπαρχίας, γενόμενης μάχης ἐφονεύθησαν 22 τούρκοι, χριστιανοὶ δὲ 6 ἐφονεύθησαν καὶ 8 ἐτραυματίσθησαν. Συνέλαβον δὲ οἱ χριστιανοὶ καὶ 23 ὁθωμανίδας αἰχμαλώτους ἃς ὡς μεταχειρίζονται μετὰ τῆς μεγίστης φιλανθρωπίας. Τὸ φρούριον μόνον ὑπάρχει προφυλάσσον τὴν πόλιν, ἂν καὶ ἐντὸς αὐτοῦ ὑπάρχει ἀριθμὸς τουρκικῶν δυνάμεων τῶν πολιορκούντων χριστιανῶν Μαλεσσήνακιν.	[682, 978, 957, 1171]
headline-yesterday: ΑΙ ΧΘΕΣΙΝΑΙ ΣΥΓΚΙΝΗΣΕΙΣ	[466, 1145, 600, 1195]
masthead	[98, 0, 1548, 36]
paragraph: Καὶ ταῦτα μὲν τὸ νεώτατον φύλλον τοῦ	[118, 2187, 372, 2203]
columns-2-3-top	[391, 44, 963, 191]
headline-rumors: ΦΗΜΑΙ	[498, 1204, 569, 1233]
paragraph: Τὰ ὅπλα ταῦτα, συσκευασθέντα καταλλήλως ἐστάλησαν ἤδη πρὸς τὸν κ. Ῥάινεκ.	[682, 1491, 957, 1539]
paragraph: ΛΟΝΔΙΝΟΝ αὐθημερόν.— Ὁ «Χρόνος» λέγει ὅτι ἡ ἐπιμονὴ τῆς Ἑλλάδος εἶνε παραφροσύνη.	[969, 664, 1250, 712]
paragraph: Καλέσαντες οὗτοι ἐκτὸς τῆς αἰθούσης τοῦ Βουλευτηρίου τὸν κ. Λεβίδην ἀνεκοίνωσαν αὐτῷ τὴν ἐντολήν ἣν ἔλαβον παρὰ τοῦ κ. Μπουμπούλη καὶ τὸν παρεκάλεσαν νὰ ὁρίσῃ τοὺς ἰδίους του μάρτυρας.	[1262, 1078, 1542, 1175]
paragraph: Ὁ διοικητὴς τῆς «Ὕδρας» κ. Ῥάινεκ ἐζήτησεν ὅπως ἀποσταλῶσιν αὐτῷ χίλια ὅπλα καὶ ἀνάλογος ἀριθμὸς φυσιγγίων διὰ νὰ ὁπλίσῃ τοὺς προσελθόντας ἀγωνιστὰς τῆς νοῦ.	[682, 1407, 957, 1488]
subheadline-commander: Διοικητὴς ὁ κ. Τομπάζης.— Ἀπέπλευσεν ἡ «Ἀμβρακία»	[682, 1596, 957, 1628]
paragraph: Χθεσινὸν τηλεγράφημα ἐκ Λονδίνου ἀνήγγειλεν ὅτι τὰ ἑλληνικὰ χρεώγραφα ἀνετιμήθησαν πάλιν ἀπὸ τῆς προχθὲς μετὰ τὸ μέγα ἐν Λονδίνῳ συλλαλητήριον. Ἐν γένει δὲ οἱ κάτοχοι ἑλληνικῶν χρεωγράφων ἐνεθαρρύνθησαν καὶ ἐλπίζουν μείζονα ἀνατίμησιν.	[969, 842, 1250, 955]
divider	[969, 792, 1249, 794]
paragraph: Ἡ εἴδησις αὕτη ἐξ ἀρχῆς μὲν ἐφαίνετο ἀπίθανος ἐπὶ τῷ λόγῳ ὅτι ἐφοβοῦντο τινες ὅτι τὸ Σουλτάνου προκαλέσουν αὐτὰς διὰ νὰ ἐκφοβήσουν τὴν Ἑλλάδα, καὶ φονευθῶσιν ἰσάριθμοι τοὐλάχιστον Τούρκοι. Διότι οἱ ἐν Κων/πόλει Ἕλληνες εἶνε ὀλίγοι καὶ ἀσθενεῖς. Ἀλλ' ἐντὸς τούτου διεσάλευεν νὰ ἀποδοθῶσιν κατὰ τὴν τηλεγραφήματα ὅτι κατεκλείσθη ἐν Κ/πόλει, ἐπειδὴ μάλιστα τὰ ἐπείγοντα τηλεγραφήματα ἅτινα ἐστάλησαν πρὸς ἐκεῖ ἦσαν ἀδύνατον νὰ μὴ ἐλαμβάνωσι ἀπαντήσεις.	[396, 1342, 670, 1551]
divider	[969, 1294, 1249, 1296]
column-2	[391, 269, 677, 2288]
subheadline-arms: 125,000 ὅπλα καὶ 50 ἑκατ. φυσίγγια ἐν Σόφιᾳ.— Τὸ ἔργον τῆς διπλωματίας	[104, 800, 383, 831]
headline-article: ΤΟ ΝΕΩΤΑΤΟΝ ΑΡΘΡΟΝ ΤΟΥ «ΧΡΟΝΟΥ» ΤΩΝ ΠΑΡΙΣΙΩΝ	[110, 713, 377, 763]
paragraph: Κατὰ τὸ ἔτος τοῦτο ὑπάρχουσιν οἱ διατεινόμενοι ὅτι ἡ Τουρκία συνεκέντρωσε μεγάλας δυνάμεις πρὸς τὰ μέρη ἐκεῖνα. Ἐμπρὸς αἰφνιδιασμὸς οὐδαμῶς ἀπίθανος, ἀλλὰ ἡ στρατιωτικὴ κατάστασις τῶν κρατῶν ἐφ' ὅλης εἰς στιγμὴν ἅμα ὡς ἡ ὁρμήτης τοῦ μεταξὺ τῶν δύο χωρῶν διαμάχη θὰ καταστῇ.	[104, 1281, 384, 1408]
headline-government: Η ΚΥΒΕΡΝΗΣΙΣ ΠΕΡΙ ΤΩΝ ΧΘΕΣΙΝΩΝ ΔΙΑΔΟΣΕΩΝ	[1294, 1815, 1511, 1859]
signature: ΚΟΤΡΟΝΕΙ — ΠΕΡΟΝΕ	[1027, 1629, 1190, 1645]
paragraph: ΧΑΝΙΑ αὐθημερόν.— Οἱ ναύαρχοι ἐπέτρεψαν τὴν ἀποβίβασιν τῶν διὰ τὸν ἑλληνικὸν στρατὸν καὶ τοὺς χριστιανοὺς τῆς νήσου προωρισμένων ζωοτροφῶν.	[969, 559, 1250, 623]
paragraph: Ὁλόκληρον τὸ ἔθνος ἐπέθη εἰς κίνησιν, καὶ ἡ ἐνεστῶσα κυβέρνησις τοῦ Βασιλέως Γεωργίου, ἥτις, ὡς πᾶσα ἄλλη, ὤφειλε ν' ἀνταποκρίνηται εἰς τὰς ἐθνικὰς ἀπαιτήσεις, ἠναγκάσθη νὰ ἐνεργήσῃ αὐτοτελῶς πρὸς ἀποκατάστασιν τῆς τάξεως καὶ ἡσυχίας ἐν τῇ νήσῳ ἐκείνῃ ἧς τὸ πλεῖστον τοῦ πληθυσμοῦ συνδέεται μετὰ τοῦ ἑλληνικοῦ ἔθνους διὰ κοινῆς θρησκείας καὶ κοινοῦ αἵματος.	[104, 274, 384, 435]
subheadline: Τί εἶπεν ὁ αὐτοκράτωρ τῆς Αὐστρίας	[1294, 429, 1510, 444]
column-5	[1256, 44, 1548, 2288]
signature: ΑΝΔΡΕΑΣ ΚΑΛΔΕΝΑΔΑΣ	[1316, 360, 1488, 376]
subheadline: Αἱ προτάσεις τοῦ Σαλισβουρῆ	[969, 104, 1188, 119]
paragraph: Λίαν ἐξηγητικὸν τοῦ φόβου ὅστις κατεῖχε τὴν Εὐρώπην κατὰ τὸ τέλος τῆς παρελθούσης ἑβδομάδος ὡς ἐκ τῶν κρητικῶν πραγμάτων εἶνε τὸ ἄρθρον τοῦ «Χρόνου» τῶν Παρισίων τὸ γραφὲν κατὰ τὸ παρελθὸν Σάββατον.	[104, 835, 384, 932]
paragraph: «Πῶς ἄλλως νὰ λησμονήσωμεν, γράφει ἡ εἰρημένη ἐφημερίς ἐν τέλει τοῦ ἄρθρου της, τοὺς κινδύνους τῆς ἐπεκτάσεως τῆς κρίσεως ἣν ὁμοθύμως ἡ Εὐρώπη ἀγωνίζεται νὰ λύσῃ;	[104, 935, 384, 1014]
headline-telegram: ΙΔΙΑΙΤΕΡ. ΤΗΛΕΓΡΑΦΗΜΑ ΤΟΥ «ΕΜΠΡΟΣ»	[399, 276, 667, 328]
paragraph: Καθ' ἃ τηλεγραφεῖ ὁ κ. Βάσσος ὁ ἐν Κρήτῃ Ἄγγλος ναύαρχος ἐδήλωσεν αὐτῷ, ὅτι διὰ ταγῆς κυβερνήσεως τοῦ δὲν δύναται νὰ ἀποβιβάζῃ τροφὰς καὶ πολεμοφόδια, ὅτι δὲ καμία τοῦ λοιποῦ θὰ ὑπάρξει κώλυμα περὶ τὴν ἀποβίβασιν.	[969, 1024, 1250, 1120]
signature: ΜΑΡΙΟΣ ΜΠΡΟΥΝΗΣ	[1327, 97, 1477, 113]
